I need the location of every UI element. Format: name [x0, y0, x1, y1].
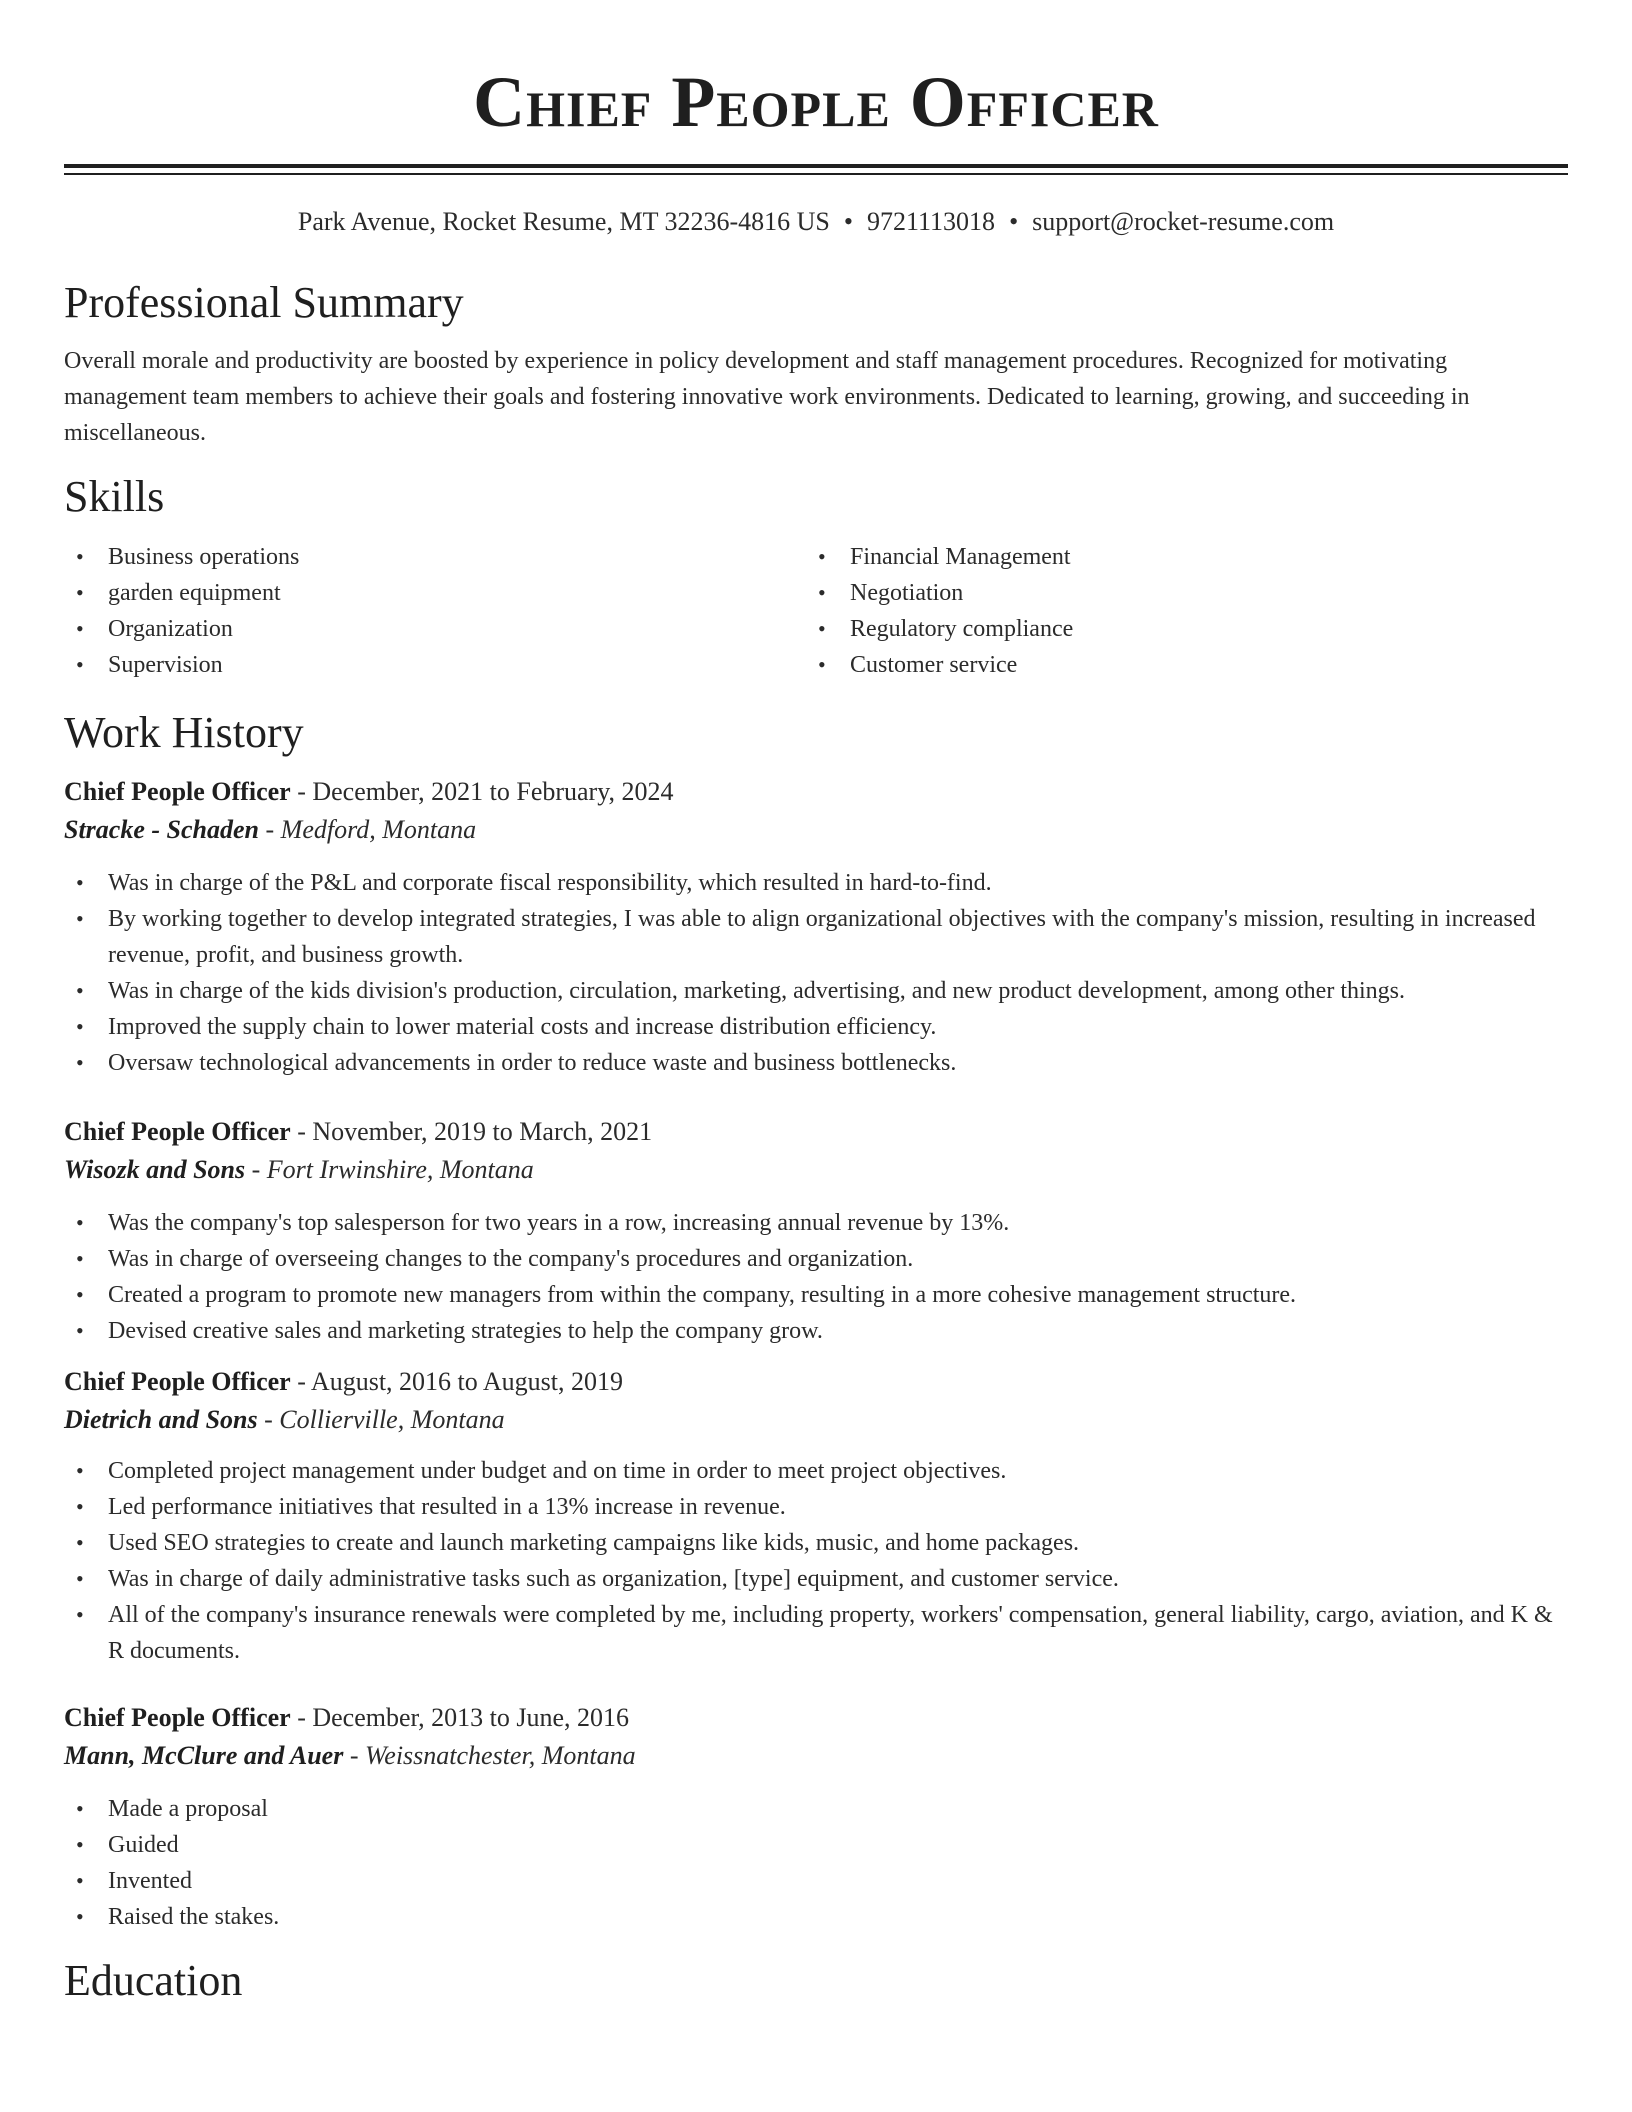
skill-item: • Regulatory compliance: [806, 611, 1548, 647]
job-entry: [64, 1699, 1568, 1935]
job-bullet: • Completed project management under budget and on time in order to meet project objectives.: [64, 1453, 1568, 1489]
job-bullet: • By working together to develop integrated strategies, I was able to align organizational objectives with the company's mission, resulting in increased revenue, profit, and business growth.: [64, 901, 1568, 973]
skill-item: • Negotiation: [806, 575, 1548, 611]
job-company-line: Stracke - Schaden - Medford, Montana: [64, 815, 477, 844]
job-bullet: • Oversaw technological advancements in order to reduce waste and business bottlenecks.: [64, 1045, 1568, 1081]
job-bullet: • Made a proposal: [64, 1791, 1568, 1827]
job-company: Wisozk and Sons: [64, 1155, 246, 1184]
job-bullet: • Raised the stakes.: [64, 1899, 1568, 1935]
skill-item: • Customer service: [806, 647, 1548, 683]
job-bullets: [64, 1791, 1568, 1935]
page-title: Chief People Officer: [473, 62, 1159, 142]
job-location: Medford, Montana: [280, 815, 477, 844]
contact-separator: •: [843, 207, 853, 236]
skill-item: • Supervision: [64, 647, 806, 683]
job-title: Chief People Officer: [64, 1367, 291, 1396]
job-bullet: • Invented: [64, 1863, 1568, 1899]
job-title-line: Chief People Officer - November, 2019 to March, 2021: [64, 1117, 653, 1146]
title-divider-thick: [64, 164, 1568, 168]
job-dates: December, 2021 to February, 2024: [312, 777, 674, 806]
skill-item: • garden equipment: [64, 575, 806, 611]
job-entry: [64, 773, 1568, 1081]
job-location: Collierville, Montana: [279, 1405, 505, 1434]
job-company: Mann, McClure and Auer: [64, 1741, 344, 1770]
job-company-line: Mann, McClure and Auer - Weissnatchester, Montana: [64, 1741, 636, 1770]
job-bullets: [64, 1453, 1568, 1669]
job-bullet: • Created a program to promote new managers from within the company, resulting in a more cohesive management structure.: [64, 1277, 1568, 1313]
skill-item: • Financial Management: [806, 539, 1548, 575]
contact-line: [64, 207, 1568, 237]
job-title-line: Chief People Officer - December, 2013 to June, 2016: [64, 1703, 630, 1732]
skills-list: [64, 539, 1568, 683]
job-entry: [64, 1363, 1568, 1669]
job-bullet: • Led performance initiatives that resulted in a 13% increase in revenue.: [64, 1489, 1568, 1525]
title-divider-thin: [64, 173, 1568, 175]
job-bullet: • Guided: [64, 1827, 1568, 1863]
skill-item: • Organization: [64, 611, 806, 647]
summary-heading: Professional Summary: [64, 278, 464, 327]
skills-column-left: [64, 539, 806, 683]
job-entry: [64, 1113, 1568, 1349]
skill-item: • Business operations: [64, 539, 806, 575]
job-bullet: • Was in charge of the P&L and corporate fiscal responsibility, which resulted in hard-to-find.: [64, 865, 1568, 901]
skills-column-right: [806, 539, 1548, 683]
job-bullet: • Was in charge of overseeing changes to the company's procedures and organization.: [64, 1241, 1568, 1277]
job-bullet: • Devised creative sales and marketing strategies to help the company grow.: [64, 1313, 1568, 1349]
job-bullet: • Was in charge of the kids division's production, circulation, marketing, advertising, and new product development, among other things.: [64, 973, 1568, 1009]
job-bullet: • All of the company's insurance renewals were completed by me, including property, workers' compensation, general liability, cargo, aviation, and K & R documents.: [64, 1597, 1568, 1669]
job-dates: November, 2019 to March, 2021: [312, 1117, 653, 1146]
job-bullets: [64, 1205, 1568, 1349]
job-bullet: • Was the company's top salesperson for two years in a row, increasing annual revenue by 13%.: [64, 1205, 1568, 1241]
job-company-line: Dietrich and Sons - Collierville, Montana: [64, 1405, 505, 1434]
job-location: Weissnatchester, Montana: [365, 1741, 636, 1770]
skills-heading: Skills: [64, 472, 165, 521]
contact-email[interactable]: support@rocket-resume.com: [1032, 207, 1335, 236]
contact-phone: 9721113018: [866, 207, 996, 236]
work-history-heading: Work History: [64, 708, 304, 757]
job-title: Chief People Officer: [64, 777, 291, 806]
resume-page: [64, 0, 1568, 2007]
job-dates: August, 2016 to August, 2019: [310, 1367, 623, 1396]
summary-text: Overall morale and productivity are boosted by experience in policy development and staff management procedures. Recognized for motivating management team members to achieve their goals and fostering innovative work environments. Dedicated to learning, growing, and succeeding in miscellaneous.: [64, 348, 1470, 446]
job-title: Chief People Officer: [64, 1117, 291, 1146]
job-title-line: Chief People Officer - August, 2016 to August, 2019: [64, 1367, 623, 1396]
job-bullet: • Used SEO strategies to create and launch marketing campaigns like kids, music, and home packages.: [64, 1525, 1568, 1561]
job-company-line: Wisozk and Sons - Fort Irwinshire, Montana: [64, 1155, 534, 1184]
job-bullet: • Was in charge of daily administrative tasks such as organization, [type] equipment, and customer service.: [64, 1561, 1568, 1597]
job-title-line: Chief People Officer - December, 2021 to February, 2024: [64, 777, 674, 806]
job-bullet: • Improved the supply chain to lower material costs and increase distribution efficiency.: [64, 1009, 1568, 1045]
job-title: Chief People Officer: [64, 1703, 291, 1732]
job-dates: December, 2013 to June, 2016: [312, 1703, 630, 1732]
job-company: Dietrich and Sons: [64, 1405, 258, 1434]
contact-separator: •: [1009, 207, 1019, 236]
job-company: Stracke - Schaden: [64, 815, 259, 844]
contact-address: Park Avenue, Rocket Resume, MT 32236-4816 US: [297, 207, 830, 236]
job-location: Fort Irwinshire, Montana: [266, 1155, 534, 1184]
job-bullets: [64, 865, 1568, 1081]
education-heading: Education: [64, 1956, 243, 2005]
